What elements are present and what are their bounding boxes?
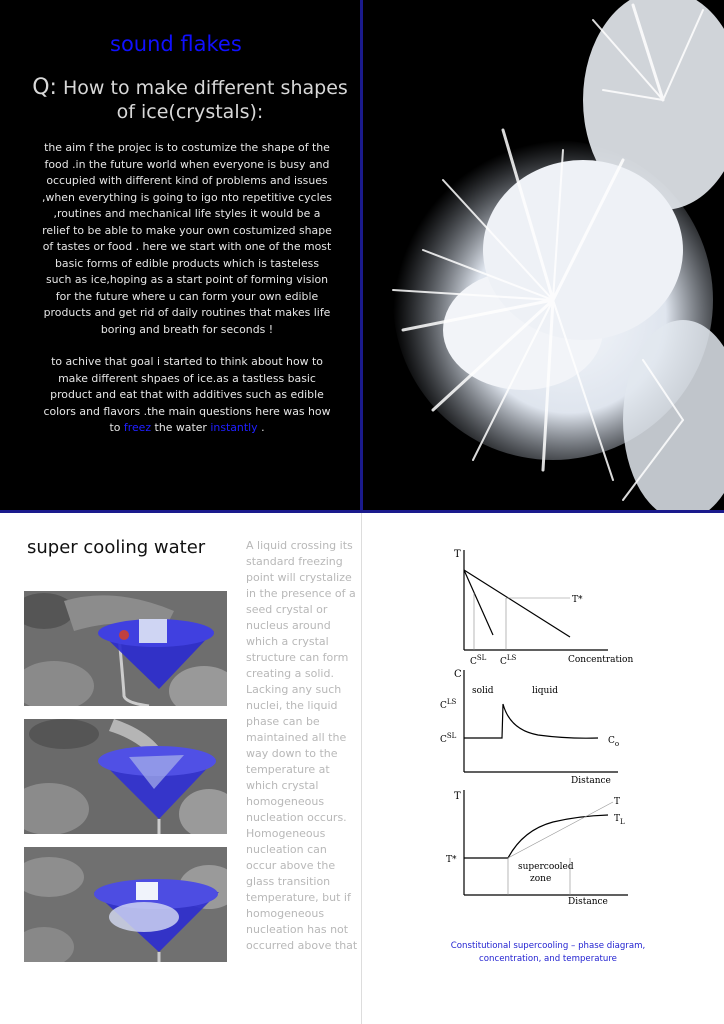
intro-paragraph-2-start: to achive that goal i started to think about how to make different shpaes of ice.as a tastless basic product and eat that with additives such as edible colors and flavors .the main questions here was how to (43, 355, 331, 434)
ice-crystal-photo (363, 0, 724, 510)
panel2-solid-label: solid (472, 686, 494, 696)
highlight-freez: freez (123, 421, 152, 434)
intro-paragraph-2-end: . (261, 421, 265, 434)
panel2-c-ls: $C^{LS}$ (440, 698, 457, 711)
panel2-y-label: C (454, 669, 462, 680)
panel3-zone-line1: supercooled (518, 862, 574, 872)
intro-paragraph-2 (42, 354, 332, 437)
martini-photo-3 (24, 847, 227, 962)
panel1-t-star: T* (572, 595, 583, 605)
panel2-c-sl: $C^{SL}$ (440, 732, 457, 745)
caption-line-2: concentration, and temperature (479, 954, 617, 964)
highlight-instantly: instantly (210, 421, 258, 434)
supercooling-body-text: A liquid crossing its standard freezing point will crystalize in the presence of a seed crystal or nucleus around which a crystal structure can form creating a solid. Lacking any such nuclei, the liquid phase can be maintained all the way down to the temperature at which crystal homogeneous nucleation occurs. Homogeneous nucleation can occur above the glass transition temperature, but if homogeneous nucleation has not occurred above that (246, 539, 358, 952)
vertical-divider-top (360, 0, 363, 512)
question-prefix: Q: (32, 75, 57, 100)
caption-line-1: Constitutional supercooling – phase diagram, (450, 941, 646, 951)
panel1-c-sl: $C^{SL}$ (470, 654, 487, 667)
supercooling-diagram (418, 540, 658, 920)
panel2-c0: $C_o$ (608, 736, 620, 748)
section-title: super cooling water (27, 537, 206, 558)
question-heading (30, 76, 350, 124)
panel3-t-label: T (614, 797, 621, 807)
horizontal-divider (0, 510, 724, 513)
panel2-x-label: Distance (571, 776, 611, 786)
intro-paragraph-2-middle: the water (154, 421, 207, 434)
panel3-y-label: T (454, 791, 461, 802)
question-text: How to make different shapes of ice(crystals): (63, 77, 348, 123)
panel3-zone-line2: zone (530, 874, 552, 884)
panel1-c-ls: $C^{LS}$ (500, 654, 517, 667)
panel1-x-label: Concentration (568, 655, 634, 665)
diagram-caption (440, 940, 656, 966)
intro-text (42, 140, 332, 453)
martini-photo-1 (24, 591, 227, 706)
panel3-t-star: T* (446, 855, 457, 865)
panel3-tl-label: $T_L$ (614, 814, 625, 826)
panel1-y-label: T (454, 549, 461, 560)
panel2-liquid-label: liquid (532, 686, 558, 696)
vertical-divider-bottom (361, 513, 362, 1024)
brand-title: sound flakes (110, 32, 242, 56)
intro-paragraph-1: the aim f the projec is to costumize the shape of the food .in the future world when everyone is busy and occupied with different kind of problems and issues ,when everything is going to igo nto repetitive cycles ,routines and mechanical life styles it would be a relief to be able to make your own costumized shape of tastes or food . here we start with one of the most basic forms of edible products which is tasteless such as ice,hoping as a start point of forming vision for the future where u can form your own edible products and get rid of daily routines that makes life boring and breath for seconds ! (42, 141, 332, 336)
diagram-panel-1 (464, 550, 608, 650)
panel3-x-label: Distance (568, 897, 608, 907)
martini-photo-2 (24, 719, 227, 834)
